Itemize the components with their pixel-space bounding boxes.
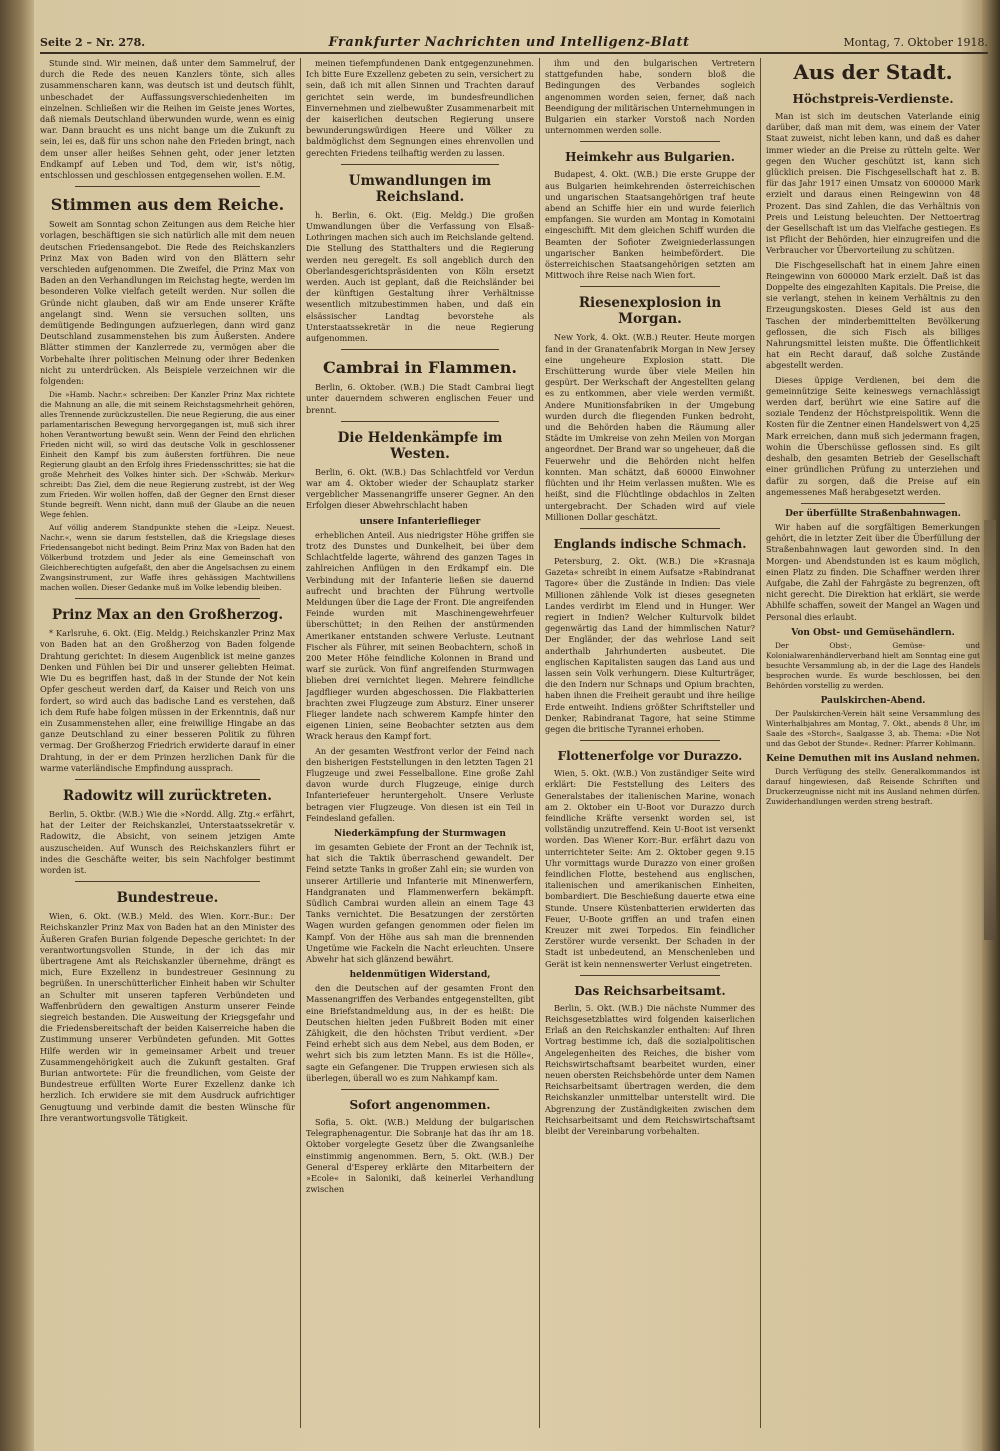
column-3 [545, 58, 755, 1428]
divider [801, 503, 945, 504]
article-body: Der Obst-, Gemüse- und Kolonialwarenhändlerverband hielt am Sonntag eine gut besuchte Versammlung ab, in der die Lage des Handels besprochen wurde. Es wurde beschlossen, bei den Behörden vorstellig zu werden. [766, 640, 980, 690]
article-body: An der gesamten Westfront verlor der Feind nach den bisherigen Feststellungen in den letzten Tagen 21 Flugzeuge und zwei Fesselballone. Eine große Zahl davon wurde durch Flugzeuge, einige durch Infanteriefeuer heruntergeholt. Unsere Verluste betragen vier Flugzeuge. Von diesen ist ein Teil in Feindesland gefallen. [306, 745, 534, 823]
divider [580, 528, 720, 529]
article-body: Sofia, 5. Okt. (W.B.) Meldung der bulgarischen Telegraphenagentur. Die Sobranje hat das ihr am 18. Oktober vorgelegte Gesetz über die Zwangsanleihe einstimmig angenommen. Bern, 5. Okt. (W.B.) Der General d'Esperey erklärte den Mitarbeitern der »Ecole« in Saloniki, daß keinerlei Verhandlung zwischen [306, 1117, 534, 1195]
column-1 [40, 58, 295, 1428]
article-headline: Heimkehr aus Bulgarien. [565, 150, 735, 165]
article-body: Die »Hamb. Nachr.« schreiben: Der Kanzler Prinz Max richtete die Mahnung an alle, die mit seinem Reichstagsmehrheit gehören, alles Trennende zurückzustellen. Die neue Regierung, die aus einer parlamentarischen Bewegung hervorgegangen ist, muß sich ihrer hohen Verantwortung bewußt sein. Wenn der Feind den ehrlichen Frieden nicht will, so wird das deutsche Volk in geschlossener Einheit den Kampf bis zum äußersten fortführen. Die neue Regierung glaubt an den Erfolg ihres Friedensschrittes; sie hat die große Mehrheit des Volkes hinter sich. Der »Schwäb. Merkur« schreibt: Das Ziel, dem die neue Regierung zustrebt, ist der Weg zum Frieden. Wir wollen hoffen, daß der Gegner den Ernst dieser Stunde begreift. Wenn nicht, dann muß der Glaube an die neuen Wege fehlen. [40, 390, 295, 520]
article-body: Budapest, 4. Okt. (W.B.) Die erste Gruppe der aus Bulgarien heimkehrenden österreichischen und ungarischen Staatsangehörigen traf heute abend an Schiffe hier ein und wurde feierlich empfangen. Sie wurden am Montag in Komotaini eingeschifft. Mit dem gleichen Schiff wurden die Beamten der Sofioter Zweigniederlassungen ungarischer Banken heimbefördert. Die österreichischen Staatsangehörigen setzten am Mittwoch ihre Reise nach Wien fort. [545, 169, 755, 281]
article-body: Soweit am Sonntag schon Zeitungen aus dem Reiche hier vorlagen, beschäftigen sie sich natürlich alle mit dem neuen deutschen Friedensangebot. Die Rede des Reichskanzlers Prinz Max von Baden wird von den Blättern sehr verschieden aufgenommen. Die Zweifel, die Prinz Max von Baden an den Verhandlungen im Reichstag hegte, werden im besonderen Volke vielfach geteilt werden. Nur sollen die Gründe nicht glauben, daß wir am Ende unserer Kräfte angelangt sind. Wenn sie versuchen sollten, uns demütigende Bedingungen aufzuerlegen, dann wird ganz Deutschland zusammenstehen bis zum Äußersten. Andere Blätter stimmen der Kanzlerrede zu, vermögen aber die Vorbehalte ihrer politischen Meinung oder ihrer Bedenken nicht zu unterdrücken. Als Beispiele verzeichnen wir die folgenden: [40, 219, 295, 387]
article-body: Die Fischgesellschaft hat in einem Jahre einen Reingewinn von 600000 Mark erzielt. Daß ist das Doppelte des eingezahlten Kapitals. Die Preise, die sie verlangt, stehen in keinem Verhältnis zu den Erzeugungskosten. Dieses Geld ist aus den Taschen der minderbemittelten Bevölkerung geflossen, die sich Fisch als billiges Nahrungsmittel leisten mußte. Die Öffentlichkeit hat ein Recht darauf, daß solche Zustände abgestellt werden. [766, 259, 980, 371]
article-body: Auf völlig anderem Standpunkte stehen die »Leipz. Neuest. Nachr.«, wenn sie darum feststellen, daß die Kriegslage dieses Friedensangebot nicht bedingt. Beim Prinz Max von Baden hat den Völkerbund trotzdem und Jeder als eine Gemeinschaft von Gleichberechtigten aufgefaßt, den aber die Angelsachsen zu einem Zwangsinstrument, zur Waffe ihres gehässigen Machtwillens machen wollen. Dieser Gedanke muß im Volke lebendig bleiben. [40, 523, 295, 593]
divider [580, 975, 720, 976]
masthead-title: Frankfurter Nachrichten und Intelligenz-Blatt [328, 34, 690, 50]
article-headline: Keine Demuthen mit ins Ausland nehmen. [766, 753, 980, 764]
article-headline: Das Reichsarbeitsamt. [574, 983, 726, 998]
article-headline: Prinz Max an den Großherzog. [51, 607, 284, 624]
article-continuation: meinen tiefempfundenen Dank entgegenzunehmen. Ich bitte Eure Exzellenz gebeten zu sein, versichert zu sein, daß ich mit allen Sinnen und Trachten darauf gerichtet sein werde, im bundesfreundlichen Einvernehmen und zielbewußter Zusammenarbeit mit der kaiserlichen deutschen Regierung unsere bewunderungswürdigen Heere und Völker zu baldmöglichst dem Segnungen eines ehrenvollen und gerechten Friedens teilhaftig werden zu lassen. [306, 58, 534, 158]
article-headline: Bundestreue. [116, 890, 219, 907]
article-body: h. Berlin, 6. Okt. (Eig. Meldg.) Die großen Umwandlungen über die Verfassung von Elsaß-Lothringen machen sich auch im Reichslande geltend. Die Stellung des Statthalters und die Regierung werden neu geregelt. Es soll angeblich durch den Oberlandesgerichtspräsidenten von Köln ersetzt werden. Auch ist geplant, daß die Reichsländer bei der künftigen Gestaltung ihrer Verhältnisse wesentlich mitzubestimmen haben, und daß ein elsässischer Landtag bevorstehe als Unterstaatssekretär in die neue Regierung aufgenommen. [306, 209, 534, 344]
article-body: Berlin, 6. Okt. (W.B.) Das Schlachtfeld vor Verdun war am 4. Oktober wieder der Schauplatz starker vergeblicher Massenangriffe unserer Gegner. An den Erfolgen dieser Abwehrschlacht haben [306, 466, 534, 511]
column-rule [539, 58, 540, 1428]
article-headline: Paulskirchen-Abend. [820, 695, 926, 706]
page-number: Seite 2 – Nr. 278. [40, 35, 146, 49]
article-headline: Stimmen aus dem Reiche. [50, 195, 285, 215]
running-header [40, 32, 988, 54]
article-body: Berlin, 5. Okt. (W.B.) Die nächste Nummer des Reichsgesetzblattes wird folgenden kaiserlichen Erlaß an den Reichskanzler enthalten: Auf Ihren Vortrag bestimme ich, daß die sozialpolitischen Angelegenheiten des Reiches, die bisher vom Reichswirtschaftsamt bearbeitet wurden, einer neuen obersten Reichsbehörde unter dem Namen Reichsarbeitsamt übertragen werden, die dem Reichskanzler unmittelbar unterstellt wird. Die Abgrenzung der Zuständigkeiten zwischen dem Reichsarbeitsamt und dem Reichswirtschaftsamt bleibt der Vereinbarung vorbehalten. [545, 1002, 755, 1137]
article-continuation: ihm und den bulgarischen Vertretern stattgefunden habe, sondern bloß die Bedingungen des Verbandes sogleich angenommen worden seien, ferner, daß nach Beendigung der militärischen Unternehmungen in Bulgarien ein starker Vorstoß nach Norden unternommen werden solle. [545, 58, 755, 136]
article-body: im gesamten Gebiete der Front an der Technik ist, hat sich die Taktik überraschend gewandelt. Der Feind setzte Tanks in großer Zahl ein; sie wurden von unserer Artillerie und Infanterie mit Minenwerfern, Handgranaten und Flammenwerfern bekämpft. Südlich Cambrai wurden allein an einem Tage 43 Tanks vernichtet. Die Besatzungen der zerstörten Wagen wurden gefangen genommen oder fielen im Kampf. Von der Höhe aus sah man die brennenden Ungetüme wie Fackeln die Nacht erleuchten. Unsere Abwehr hat sich glänzend bewährt. [306, 841, 534, 964]
divider [341, 1089, 499, 1090]
issue-date: Montag, 7. Oktober 1918. [843, 35, 988, 49]
divider [341, 164, 499, 165]
article-headline: Der überfüllte Straßenbahnwagen. [785, 508, 961, 519]
article-body: Man ist sich im deutschen Vaterlande einig darüber, daß man mit dem, was einem der Vater Staat zuweist, nicht leben kann, und daß es daher immer wieder an die Preise zu rütteln gelte. Wer gegen den Wucher geschützt ist, kann sich glücklich preisen. Die Fischgesellschaft hat z. B. für das Jahr 1917 einen Umsatz von 600000 Mark erzielt und daraus einen Reingewinn von 48 Prozent. Das sind Zahlen, die das Verhältnis von Preis und Leistung beleuchten. Der Nettoertrag der Gesellschaft ist um das Vielfache gestiegen. Es ist Pflicht der Behörden, hier einzugreifen und die Verbraucher vor Übervorteilung zu schützen. [766, 111, 980, 256]
divider [580, 740, 720, 741]
article-headline: Umwandlungen im Reichsland. [348, 172, 492, 205]
divider [580, 286, 720, 287]
article-headline: Höchstpreis-Verdienste. [792, 92, 954, 106]
divider [341, 421, 499, 422]
article-subheading: heldenmütigen Widerstand, [349, 970, 491, 981]
divider [75, 598, 260, 599]
article-body: Petersburg, 2. Okt. (W.B.) Die »Krasnaja Gazeta« schreibt in einem Aufsatze »Rabindranat Tagore« über die Zustände in Indien: Das viele Millionen zählende Volk ist dieses gesegneten Landes verdirbt im Elend und in Hunger. Wer regiert in Indien? Welcher Kulturvolk bildet gegenwärtig das Land der himmlischen Natur? Der Engländer, der das wehrlose Land seit anderthalb Jahrhunderten ausbeutet. Die englischen Kapitalisten saugen das Land aus und lassen sein Volk verhungern. Diese Kulturträger, die den Indern nur Schnaps und Opium brachten, haben ihnen die Freiheit geraubt und ihre heilige Erde entweiht. Indiens größter Schriftsteller und Denker, Rabindranat Tagore, hat seine Stimme gegen die britische Tyrannei erhoben. [545, 555, 755, 734]
article-subheading: unsere Infanterieflieger [359, 516, 481, 527]
article-headline: Flottenerfolge vor Durazzo. [557, 749, 743, 764]
article-headline: Die Heldenkämpfe im Westen. [337, 429, 503, 462]
article-body: Wien, 6. Okt. (W.B.) Meld. des Wien. Korr.-Bur.: Der Reichskanzler Prinz Max von Baden hat an den Minister des Äußeren Grafen Burian folgende Depesche gerichtet: In der verantwortungsvollen Stunde, in der ich das mir übertragene Amt als Reichskanzler übernehme, drängt es mich, Eure Exzellenz in bundestreuer Gesinnung zu begrüßen. In unerschütterlicher Einheit haben wir Schulter an Schulter mit unseren tapferen Verbündeten und Waffenbrüdern den gewaltigen Ansturm unserer Feinde siegreich bestanden. Die Ausweitung der Kriegsgefahr und die Friedensbereitschaft der beiden Kaiserreiche haben die Zustimmung unserer Verbündeten gefunden. Mit Gottes Hilfe werden wir in gemeinsamer Arbeit und treuer Zusammengehörigkeit auch die Zukunft gestalten. Graf Burian antwortete: Für die freundlichen, vom Geiste der Bundestreue erfüllten Worte Eurer Exzellenz danke ich herzlich. Ich erwidere sie mit dem Ausdruck aufrichtiger Genugtuung und verbinde damit die besten Wünsche für Ihre verantwortungsvolle Tätigkeit. [40, 911, 295, 1123]
article-body: Der Paulskirchen-Verein hält seine Versammlung des Winterhalbjahres am Montag, 7. Okt., abends 8 Uhr, im Saale des »Storch«, Saalgasse 3, ab. Thema: »Die Not und das Gebot der Stunde«. Redner: Pfarrer Kohlmann. [766, 708, 980, 748]
article-body: Wien, 5. Okt. (W.B.) Von zuständiger Seite wird erklärt: Die Feststellung des Leiters des Generalstabes der italienischen Marine, wonach am 2. Oktober ein U-Boot vor Durazzo durch feindliche Kräfte versenkt worden sei, ist vollständig unzutreffend. Kein U-Boot ist versenkt worden. Das Wiener Korr.-Bur. erfährt dazu von unterrichteter Seite: Am 2. Oktober gegen 9.15 Uhr vormittags wurde Durazzo von einer großen feindlichen Flotte, bestehend aus englischen, italienischen und amerikanischen Einheiten, bombardiert. Die Beschießung dauerte etwa eine Stunde. Unsere Küstenbatterien erwiderten das Feuer, U-Boote griffen an und trafen einen Kreuzer mit zwei Torpedos. Ein feindlicher Zerstörer wurde versenkt. Der Schaden in der Stadt ist unbedeutend, an Menschenleben und Gerät ist kein nennenswerter Verlust eingetreten. [545, 768, 755, 969]
article-body: Wir haben auf die sorgfältigen Bemerkungen gehört, die in letzter Zeit über die Überfüllung der Straßenbahnwagen laut geworden sind. In den Morgen- und Abendstunden ist es kaum möglich, einen Platz zu finden. Die Schaffner werden ihrer Aufgabe, die Zahl der Fahrgäste zu begrenzen, oft nicht gerecht. Die Direktion hat erklärt, sie werde Abhilfe schaffen, soweit der Mangel an Wagen und Personal dies erlaubt. [766, 521, 980, 622]
divider [75, 881, 260, 882]
column-rule [760, 58, 761, 1428]
article-headline: Radowitz will zurücktreten. [62, 787, 273, 804]
divider [341, 349, 499, 350]
article-subheading: Niederkämpfung der Sturmwagen [334, 828, 506, 839]
article-body: New York, 4. Okt. (W.B.) Reuter. Heute morgen fand in der Granatenfabrik Morgan in New Jersey eine ungeheure Explosion statt. Die Erschütterung wurde über viele Meilen hin gespürt. Der Werkschaft der Angestellten gelang es zu entkommen, aber viele werden vermißt. Andere Munitionsfabriken in der Umgebung wurden durch die fliegenden Funken bedroht, und die Behörden haben die Räumung aller Städte im Umkreise von zehn Meilen von Morgan angeordnet. Der Brand war so ungeheuer, daß die Feuerwehr und die Behörden nicht helfen konnten. Man schätzt, daß 60000 Einwohner flüchten und ihr Heim verlassen mußten. Wie es heißt, sind die Flüchtlinge obdachlos in Zelten untergebracht. Der Schaden wird auf viele Millionen Dollar geschätzt. [545, 332, 755, 522]
divider [580, 141, 720, 142]
divider [75, 779, 260, 780]
article-body: Berlin, 6. Oktober. (W.B.) Die Stadt Cambrai liegt unter dauerndem schweren englischen Feuer und brennt. [306, 382, 534, 415]
article-body: * Karlsruhe, 6. Okt. (Eig. Meldg.) Reichskanzler Prinz Max von Baden hat an den Großherzog von Baden folgende Drahtung gerichtet: In diesem Augenblick ist meine ganzes Denken und Fühlen bei Dir und unserer geliebten Heimat. Wie Du es begriffen hast, daß in der Stunde der Not kein Opfer gescheut werden darf, da Kaiser und Reich von uns fordert, so wird auch das badische Land es verstehen, daß ich dem Rufe habe folgen müssen in der Erkenntnis, daß nur ein Zusammenstehen aller, eine freiwillige Hingabe an das ganze Deutschland zu einer besseren Politik zu führen vermag. Der Großherzog Friedrich erwiderte darauf in einer Drahtung, in der er dem Prinzen herzlichen Dank für die warme vaterländische Empfindung aussprach. [40, 628, 295, 773]
column-2 [306, 58, 534, 1428]
book-spine-shadow [0, 0, 34, 1451]
article-body: Dieses üppige Verdienen, bei dem die gemeinnützige Seite keineswegs vernachlässigt werden darf, berührt wie eine Satire auf die soziale Tendenz der Höchstpreispolitik. Wenn die Kosten für die Zentner einen Handelswert von 4,25 Mark erreichen, dann muß sich jedermann fragen, wohin die Überschüsse geflossen sind. Es gilt deshalb, den gesamten Betrieb der Gesellschaft einer gründlichen Prüfung zu unterziehen und dafür zu sorgen, daß die Preise auf ein angemessenes Maß herabgesetzt werden. [766, 374, 980, 497]
article-continuation: Stunde sind. Wir meinen, daß unter dem Sammelruf, der durch die Rede des neuen Kanzlers tönte, sich alles zusammenscharen kann, was deutsch ist und deutsch fühlt, unbeschadet der Auffassungsverschiedenheiten im einzelnen. Schließen wir die Reihen im Geiste jenes Wortes, daß niemals Deutschland überwunden wurde, wenn es einig war. Dann braucht es uns nicht bange um die Zukunft zu sein, lei es, daß für uns schon nahe den Frieden bringt, nach dem unser aller heißes Sehnen geht, oder jener letzten Endkampf auf Leben und Tod, dem wir, ist's nötig, entschlossen und geschlossen entgegensehen wollen. E.M. [40, 58, 295, 181]
divider [75, 186, 260, 187]
article-headline: Englands indische Schmach. [553, 536, 747, 551]
article-body: erheblichen Anteil. Aus niedrigster Höhe griffen sie trotz des Dunstes und Dunkelheit, bei über dem Schlachtfelde lagerte, während des ganzen Tages in zahlreichen Anflügen in den Erdkampf ein. Die Verbindung mit der Infanterie ließen sie dauernd aufrecht und brachten der Führung wertvolle Meldungen über die Lage der Front. Die angreifenden Feinde wurden mit Maschinengewehrfeuer überschüttet; in den Reihen der anstürmenden Amerikaner entstanden schwere Verluste. Leutnant Fischer als Führer, mit seinen Beobachtern, schoß in 200 Meter Höhe feindliche Kolonnen in Brand und warf sie zurück. Von fünf angreifenden Sturmwagen blieben drei vernichtet liegen. Mehrere feindliche Jagdflieger wurden abgeschossen. Die Flakbatterien brachten zwei Flugzeuge zum Absturz. Einer unserer Flieger landete nach schwerem Kampfe hinter den eigenen Linien, seine Beobachter setzten aus dem Wrack heraus den Kampf fort. [306, 529, 534, 742]
column-4 [766, 58, 980, 1428]
article-headline: Riesenexplosion in Morgan. [578, 295, 722, 328]
article-body: den die Deutschen auf der gesamten Front den Massenangriffen des Verbandes entgegenstellten, gibt eine Briefstandmeldung aus, in der es heißt: Die Deutschen hielten jeden Fußbreit Boden mit einer Zähigkeit, die den höchsten Tribut verdient. »Der Feind erhebt sich aus dem Nebel, aus dem Boden, er wehrt sich bis zum letzten Mann. Es ist die Hölle«, sagte ein Gefangener. Die Truppen erwiesen sich als überlegen, überall wo es zum Nahkampf kam. [306, 983, 534, 1083]
column-rule [300, 58, 301, 1428]
article-body: Durch Verfügung des stellv. Generalkommandos ist darauf hingewiesen, daß Reisende Schriften und Druckerzeugnisse nicht mit ins Ausland nehmen dürfen. Zuwiderhandlungen werden streng bestraft. [766, 766, 980, 806]
section-title: Aus der Stadt. [793, 60, 953, 84]
article-headline: Cambrai in Flammen. [323, 358, 517, 378]
article-headline: Sofort angenommen. [349, 1098, 491, 1113]
adjacent-page-image-strip [984, 520, 996, 940]
article-headline: Von Obst- und Gemüsehändlern. [791, 627, 955, 638]
article-body: Berlin, 5. Oktbr. (W.B.) Wie die »Nordd. Allg. Ztg.« erfährt, hat der Leiter der Reichskanzlei, Unterstaatssekretär v. Radowitz, die Absicht, von seinem jetzigen Amte auszuscheiden. Auf Wunsch des Reichskanzlers führt er indes die Geschäfte weiter, bis sein Nachfolger bestimmt worden ist. [40, 808, 295, 875]
